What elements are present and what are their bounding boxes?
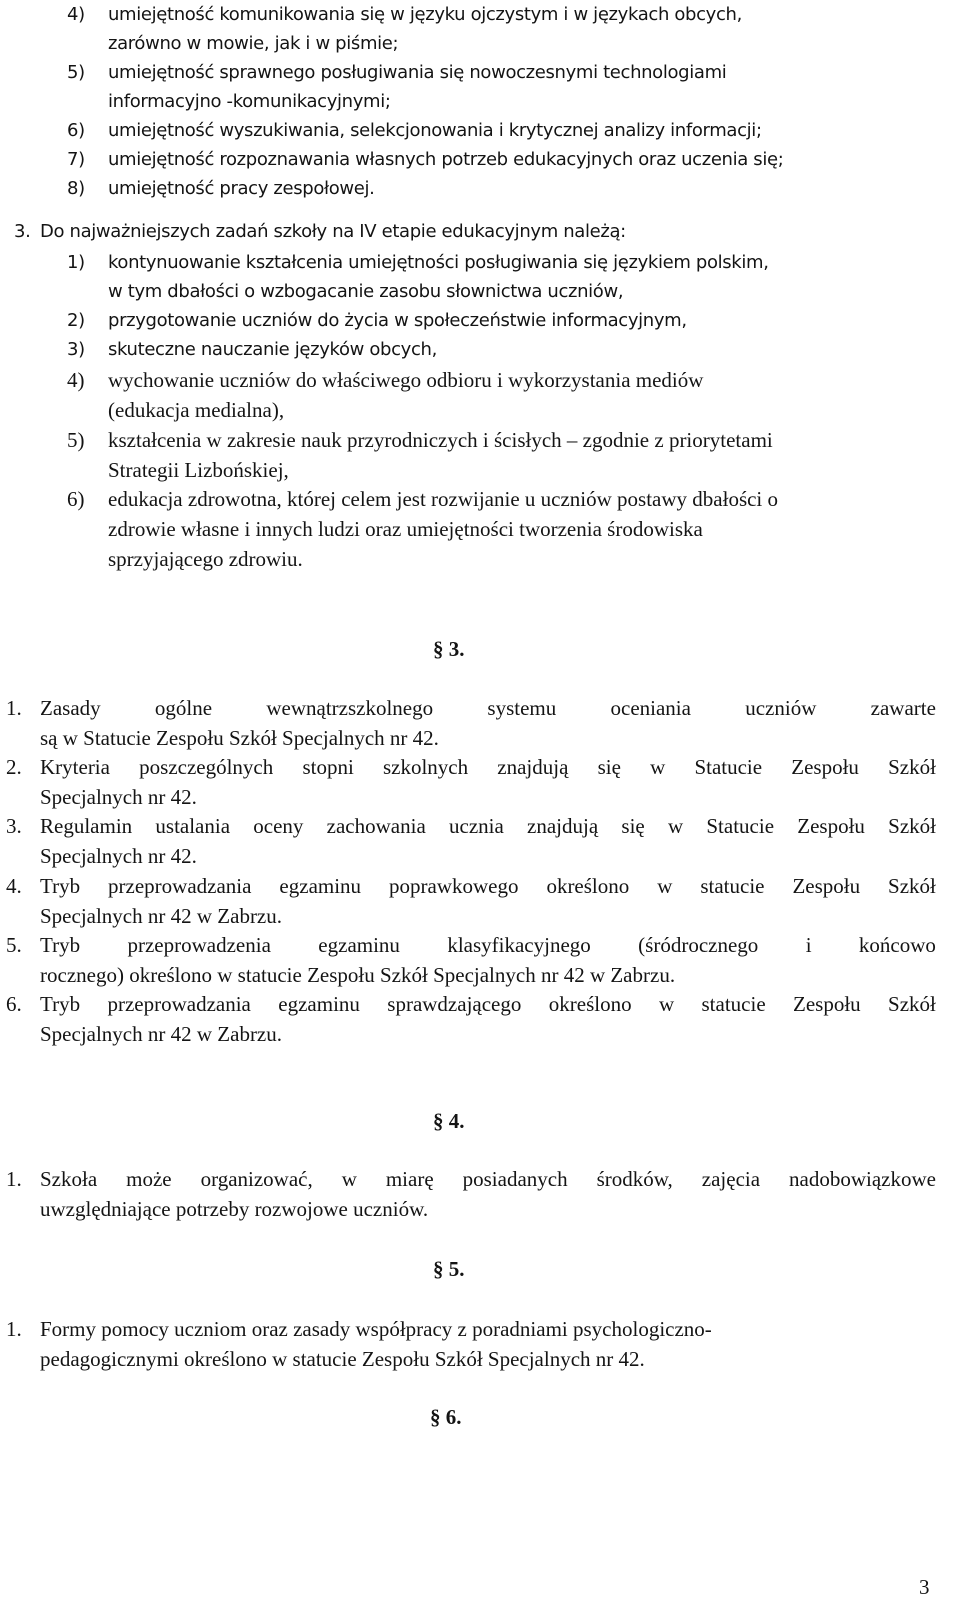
list-text: kontynuowanie kształcenia umiejętności posługiwania się językiem polskim, (108, 252, 769, 273)
word: posiadanych (462, 1167, 568, 1191)
word: w (657, 874, 673, 898)
word: Szkół (888, 992, 936, 1016)
item-text (40, 752, 936, 782)
word: ucznia (449, 814, 504, 838)
word: końcowo (858, 933, 936, 957)
list-text: zarówno w mowie, jak i w piśmie; (108, 33, 399, 54)
list-text: umiejętność sprawnego posługiwania się nowoczesnymi technologiami (108, 62, 727, 83)
item-text: pedagogicznymi określono w statucie Zespołu Szkół Specjalnych nr 42. (40, 1347, 645, 1371)
list-number: 8) (67, 178, 85, 199)
word: stopni (302, 755, 354, 779)
item-text (40, 811, 936, 841)
word: egzaminu (279, 874, 362, 898)
item-text: uwzględniające potrzeby rozwojowe uczniów. (40, 1197, 429, 1221)
word: oceniania (610, 696, 691, 720)
word: przeprowadzania (108, 874, 252, 898)
word: egzaminu (278, 992, 360, 1016)
item-text (40, 989, 936, 1019)
word: Tryb (40, 874, 81, 898)
word: w (667, 814, 684, 838)
list-number: 7) (67, 149, 85, 170)
list-number: 5) (67, 62, 85, 83)
item-number: 4. (6, 874, 22, 898)
word: poprawkowego (389, 874, 519, 898)
word: Kryteria (40, 755, 110, 779)
word: Tryb (40, 933, 81, 957)
list-text: skuteczne nauczanie języków obcych, (108, 339, 437, 360)
word: nadobowiązkowe (789, 1167, 936, 1191)
word: i (805, 933, 812, 957)
list-number: 6) (67, 487, 85, 511)
word: określono (548, 992, 632, 1016)
list-number: 4) (67, 368, 85, 392)
list-number: 2) (67, 310, 85, 331)
word: przeprowadzania (107, 992, 251, 1016)
item-number: 3. (14, 221, 31, 242)
word: sprawdzającego (387, 992, 522, 1016)
word: środków, (596, 1167, 673, 1191)
word: określono (546, 874, 630, 898)
word: znajdują (527, 814, 599, 838)
word: zajęcia (701, 1167, 761, 1191)
word: egzaminu (318, 933, 400, 957)
word: statucie (701, 992, 766, 1016)
section-heading: § 5. (433, 1257, 465, 1281)
list-text: informacyjno -komunikacyjnymi; (108, 91, 391, 112)
list-number: 5) (67, 428, 85, 452)
word: może (126, 1167, 172, 1191)
word: ogólne (154, 696, 213, 720)
word: Zespołu (791, 755, 859, 779)
item-text (40, 930, 936, 960)
item-number: 1. (6, 696, 22, 720)
list-number: 3) (67, 339, 85, 360)
word: Zasady (40, 696, 101, 720)
list-text: kształcenia w zakresie nauk przyrodniczych i ścisłych – zgodnie z priorytetami (108, 428, 773, 452)
item-text: Specjalnych nr 42. (40, 844, 197, 868)
word: Tryb (40, 992, 81, 1016)
list-text: umiejętność komunikowania się w języku ojczystym i w językach obcych, (108, 4, 742, 25)
word: zachowania (326, 814, 426, 838)
word: klasyfikacyjnego (447, 933, 591, 957)
word: się (597, 755, 621, 779)
word: (śródrocznego (638, 933, 759, 957)
word: w (341, 1167, 357, 1191)
word: Zespołu (793, 992, 861, 1016)
list-text: sprzyjającego zdrowiu. (108, 547, 303, 571)
section-heading: § 4. (433, 1109, 465, 1133)
list-text: zdrowie własne i innych ludzi oraz umiejętności tworzenia środowiska (108, 517, 703, 541)
item-text: rocznego) określono w statucie Zespołu Szkół Specjalnych nr 42 w Zabrzu. (40, 963, 676, 987)
list-text: Strategii Lizbońskiej, (108, 458, 289, 482)
list-text: wychowanie uczniów do właściwego odbioru i wykorzystania mediów (108, 368, 704, 392)
word: znajdują (497, 755, 569, 779)
item-text: Formy pomocy uczniom oraz zasady współpracy z poradniami psychologiczno- (40, 1317, 712, 1341)
list-text: przygotowanie uczniów do życia w społeczeństwie informacyjnym, (108, 310, 687, 331)
word: przeprowadzenia (127, 933, 271, 957)
word: organizować, (200, 1167, 313, 1191)
item-text (40, 871, 936, 901)
item-number: 6. (6, 992, 22, 1016)
section-heading: § 3. (433, 637, 465, 661)
word: szkolnych (382, 755, 469, 779)
word: systemu (487, 696, 557, 720)
item-text: Specjalnych nr 42. (40, 785, 197, 809)
word: miarę (385, 1167, 434, 1191)
item-text: są w Statucie Zespołu Szkół Specjalnych nr 42. (40, 726, 439, 750)
word: Regulamin (40, 814, 133, 838)
list-number: 6) (67, 120, 85, 141)
list-text: edukacja zdrowotna, której celem jest rozwijanie u uczniów postawy dbałości o (108, 487, 779, 511)
item-text (40, 693, 936, 723)
word: Zespołu (792, 874, 861, 898)
list-text: umiejętność pracy zespołowej. (108, 178, 375, 199)
list-text: w tym dbałości o wzbogacanie zasobu słownictwa uczniów, (108, 281, 624, 302)
list-number: 4) (67, 4, 85, 25)
list-text: (edukacja medialna), (108, 398, 285, 422)
word: Szkół (888, 814, 936, 838)
item-text (40, 1164, 936, 1194)
word: w (658, 992, 675, 1016)
word: się (621, 814, 645, 838)
word: w (650, 755, 666, 779)
list-text: umiejętność rozpoznawania własnych potrzeb edukacyjnych oraz uczenia się; (108, 149, 784, 170)
item-number: 3. (6, 814, 22, 838)
word: zawarte (870, 696, 936, 720)
word: Statucie (694, 755, 763, 779)
word: Szkół (888, 874, 936, 898)
item-text: Specjalnych nr 42 w Zabrzu. (40, 904, 283, 928)
item-number: 5. (6, 933, 22, 957)
item-text: Specjalnych nr 42 w Zabrzu. (40, 1022, 283, 1046)
word: Statucie (706, 814, 775, 838)
word: wewnątrzszkolnego (266, 696, 434, 720)
item-text: Do najważniejszych zadań szkoły na IV etapie edukacyjnym należą: (40, 221, 626, 242)
word: statucie (700, 874, 765, 898)
word: Szkół (888, 755, 936, 779)
word: Zespołu (797, 814, 865, 838)
word: poszczególnych (139, 755, 274, 779)
item-number: 1. (6, 1167, 22, 1191)
word: oceny (253, 814, 304, 838)
list-text: umiejętność wyszukiwania, selekcjonowania i krytycznej analizy informacji; (108, 120, 762, 141)
section-heading: § 6. (430, 1405, 462, 1429)
word: Szkoła (40, 1167, 98, 1191)
word: ustalania (155, 814, 231, 838)
page-number: 3 (919, 1575, 930, 1599)
item-number: 1. (6, 1317, 22, 1341)
word: uczniów (745, 696, 817, 720)
list-number: 1) (67, 252, 85, 273)
item-number: 2. (6, 755, 22, 779)
